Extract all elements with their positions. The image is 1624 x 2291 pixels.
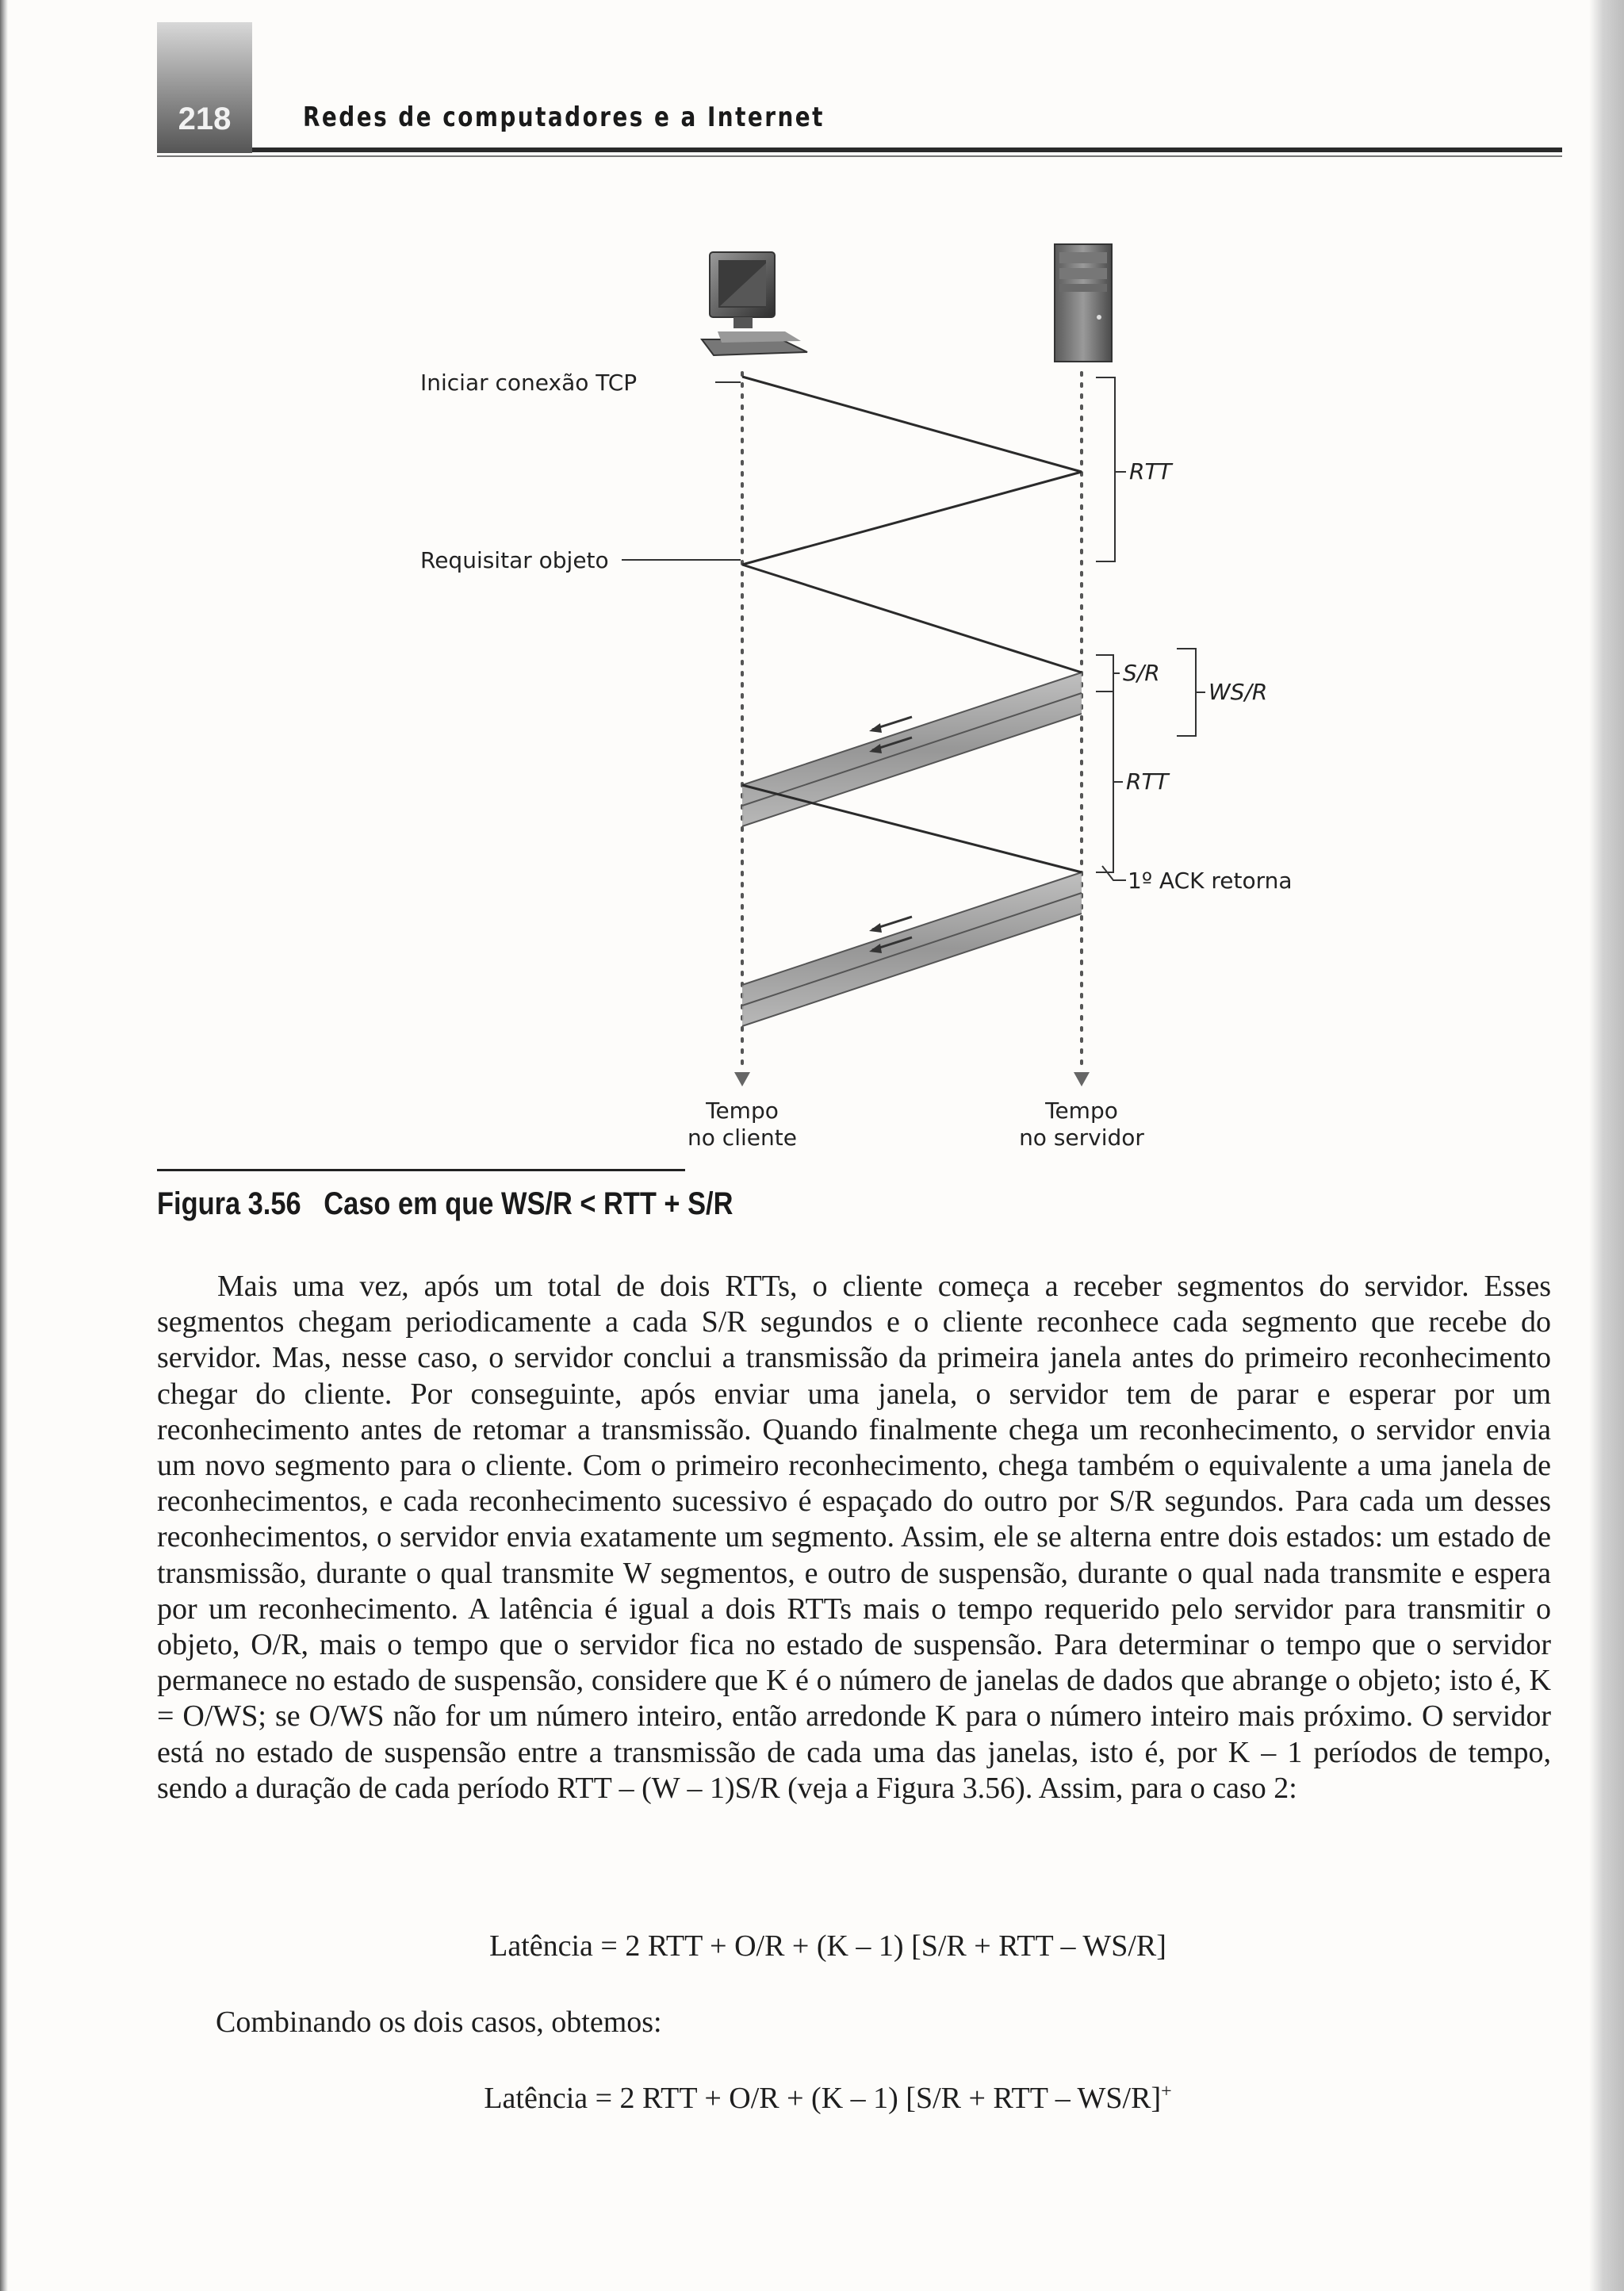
label-wsr: WS/R <box>1208 679 1268 705</box>
server-tower-icon <box>1055 244 1112 362</box>
figure-caption-rule <box>157 1169 685 1171</box>
label-first-ack: 1º ACK retorna <box>1128 868 1293 894</box>
body-paragraph: Mais uma vez, após um total de dois RTTs, o cliente começa a receber segmentos do servidor. Esses segmentos chegam periodicamente a cada S/R segundos e o cliente reconhece cada segmento que recebe do servidor. Mas, nesse caso, o servidor conclui a transmissão da primeira janela antes do primeiro reconhecimento chegar do cliente. Por conseguinte, após enviar uma janela, o servidor tem de parar e esperar por um reconhecimento antes de retomar a transmissão. Quando finalmente chega um reconhecimento, o servidor envia um novo segmento para o cliente. Com o primeiro reconhecimento, chega também o equivalente a uma janela de reconhecimentos, e cada reconhecimento sucessivo é espaçado do outro por S/R segundos. Para cada um desses reconhecimentos, o servidor envia exatamente um segmento. Assim, ele se alterna entre dois estados: um estado de transmissão, durante o qual transmite W segmentos, e outro de suspensão, durante o qual nada transmite e espera por um reconhecimento. A latência é igual a dois RTTs mais o tempo requerido pelo servidor para transmitir o objeto, O/R, mais o tempo que o servidor fica no estado de suspensão. Para determinar o tempo que o servidor permanece no estado de suspensão, considere que K é o número de janelas de dados que abrange o objeto; isto é, K = O/WS; se O/WS não for um número inteiro, então arredonde K para o número inteiro mais próximo. O servidor está no estado de suspensão entre a transmissão de cada uma das janelas, isto é, por K – 1 períodos de tempo, sendo a duração de cada período RTT – (W – 1)S/R (veja a Figura 3.56). Assim, para o caso 2: <box>157 1270 1551 1805</box>
equation-case2: Latência = 2 RTT + O/R + (K – 1) [S/R + RTT – WS/R] <box>489 1929 1166 1963</box>
equation-combined-superscript: + <box>1161 2081 1172 2102</box>
server-timeline-arrowhead <box>1074 1072 1090 1086</box>
server-time-label-1: Tempo <box>1045 1098 1118 1124</box>
figure-title: Caso em que WS/R < RTT + S/R <box>324 1186 733 1221</box>
combine-text: Combinando os dois casos, obtemos: <box>216 2006 662 2039</box>
equation-combined <box>0 2081 1624 2116</box>
segment-line <box>742 893 1082 1006</box>
tcp-syn-line <box>742 377 1082 472</box>
running-head-title: Redes de computadores e a Internet <box>303 102 825 133</box>
client-timeline-arrowhead <box>734 1072 750 1086</box>
first-ack-line <box>742 785 1082 872</box>
client-time-label-1: Tempo <box>706 1098 779 1124</box>
bracket-sr <box>1096 655 1113 692</box>
tcp-synack-line <box>742 472 1082 565</box>
label-rtt-1: RTT <box>1129 458 1172 485</box>
label-start-tcp: Iniciar conexão TCP <box>420 370 638 396</box>
server-time-label-2: no servidor <box>1019 1124 1144 1151</box>
bracket-rtt-1 <box>1096 377 1115 561</box>
equation-combined-body: Latência = 2 RTT + O/R + (K – 1) [S/R + RTT – WS/R] <box>484 2082 1162 2115</box>
bracket-wsr <box>1177 649 1196 736</box>
label-rtt-2: RTT <box>1126 768 1169 795</box>
label-request-object: Requisitar objeto <box>420 547 609 573</box>
label-sr: S/R <box>1123 660 1160 686</box>
segment-line <box>742 693 1082 806</box>
page-number: 218 <box>178 102 232 136</box>
client-time-label-2: no cliente <box>688 1124 797 1151</box>
bracket-rtt-2 <box>1096 692 1113 872</box>
object-request-line <box>742 565 1082 672</box>
figure-number: Figura 3.56 <box>157 1186 301 1221</box>
client-computer-icon <box>702 252 807 355</box>
figure-caption <box>157 1186 733 1222</box>
